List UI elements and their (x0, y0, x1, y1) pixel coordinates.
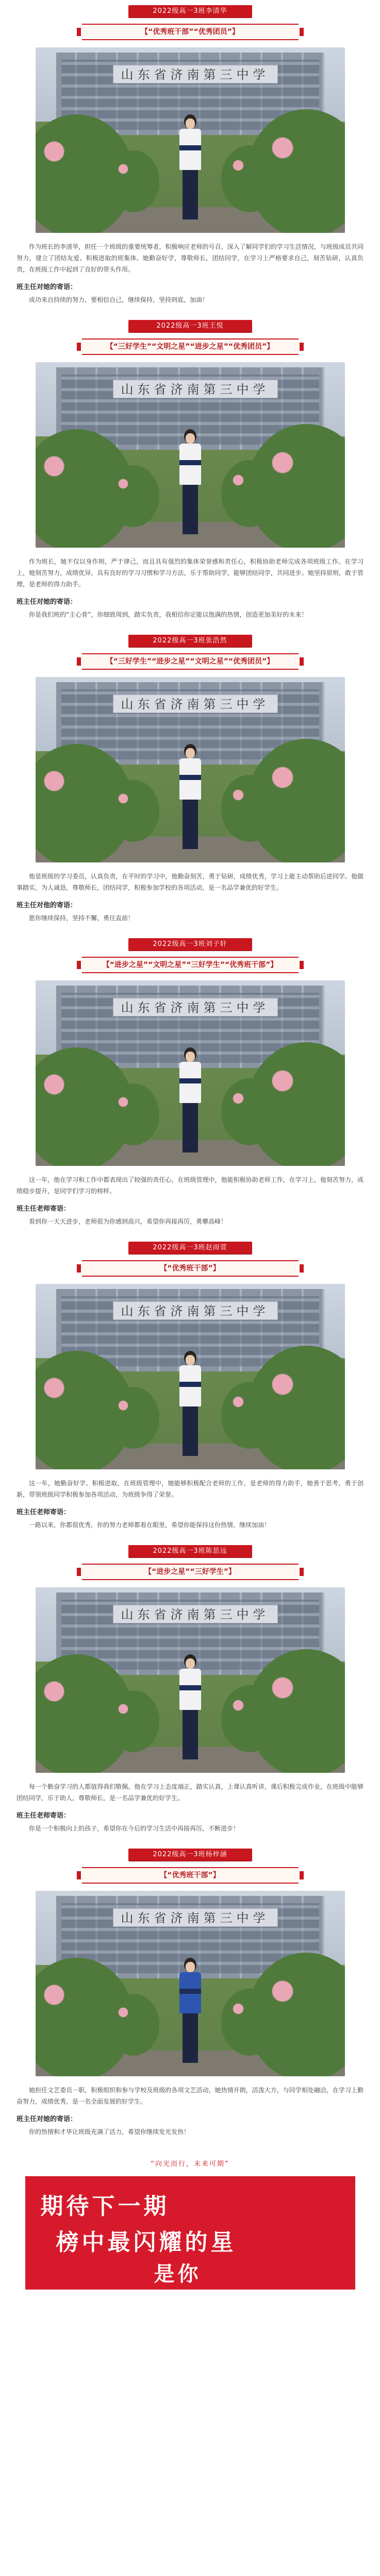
teacher-comment-title: 班主任对她的寄语： (16, 2115, 77, 2123)
flower-bush (221, 1989, 278, 2056)
student-description: 作为班长，她不仅以身作则，严于律己，而且具有强烈的集体荣誉感和责任心，积极协助老师完成各项班级工作。在学习上，她刻苦努力，成绩优异，具有良好的学习习惯和学习方法，乐于帮助同学，能够团结同学，共同进步。她坚持原则，敢于管理，是老师的得力助手。 (16, 558, 364, 588)
student-section (14, 938, 366, 1227)
student-description: 作为班长的李清华，担任一个班级的重要统筹者，积极响应老师的号召，深入了解同学们的学习生活情况，与班级成员共同努力，建立了团结友爱、积极进取的班集体。她勤奋好学，尊敬师长，团结同学，在学习上严格要求自己，刻苦钻研，认真负责，在班级工作中起到了良好的带头作用。 (16, 243, 364, 273)
student-photo (36, 980, 345, 1166)
footer-tagline: “向光而行，未来可期” (151, 2160, 229, 2168)
student-section (14, 635, 366, 924)
student-photo (36, 362, 345, 548)
teacher-comment-title: 班主任老师寄语： (16, 1509, 71, 1516)
footer-banner (25, 2176, 355, 2290)
school-sign: 山东省济南第三中学 (113, 998, 278, 1016)
award-title: 【“三好学生”“进步之星”“文明之星”“优秀团员”】 (82, 653, 299, 670)
student-section (14, 1242, 366, 1531)
school-sign: 山东省济南第三中学 (113, 1605, 278, 1623)
flower-bush (221, 460, 278, 527)
award-title: 【“优秀班干部”】 (82, 1867, 299, 1884)
school-sign: 山东省济南第三中学 (113, 1301, 278, 1320)
flower-bush (108, 1083, 159, 1145)
student-figure (177, 1958, 203, 2066)
class-tag: 2022级高一3班李清华 (128, 5, 252, 18)
teacher-comment: 你的热情和才华让班级充满了活力，希望你继续发光发热！ (29, 2128, 190, 2136)
student-section (14, 1849, 366, 2138)
student-photo (36, 1891, 345, 2076)
student-figure (177, 1654, 203, 1762)
teacher-comment: 愿你继续保持，坚持不懈，勇往直前！ (29, 914, 135, 922)
teacher-comment: 看到你一天天进步，老师很为你感到高兴，希望你再接再厉，勇攀高峰！ (29, 1218, 227, 1225)
flower-bush (108, 465, 159, 527)
flower-bush (108, 1994, 159, 2056)
flower-bush (221, 1382, 278, 1449)
student-figure (177, 429, 203, 537)
footer-banner-line-3: 是你 (154, 2262, 202, 2286)
class-tag: 2022级高一3班杨梓涵 (128, 1849, 252, 1861)
class-tag: 2022级高一3班赵雨萱 (128, 1242, 252, 1254)
school-sign: 山东省济南第三中学 (113, 65, 278, 83)
teacher-comment-title: 班主任对她的寄语： (16, 283, 77, 291)
class-tag: 2022级高一3班王悦 (128, 320, 252, 332)
teacher-comment: 你是一个积极向上的孩子，希望你在今后的学习生活中再接再厉，不断进步！ (29, 1825, 240, 1832)
flower-bush (221, 1685, 278, 1752)
school-sign: 山东省济南第三中学 (113, 1908, 278, 1927)
student-section (14, 5, 366, 306)
student-description: 她担任文艺委员一职，积极组织和参与学校及班级的各项文艺活动，她热情开朗，活泼大方，与同学相处融洽，在学习上勤奋努力，成绩优秀，是一名全面发展的好学生。 (16, 2087, 364, 2105)
footer-banner-line-1: 期待下一期 (40, 2193, 170, 2219)
award-title: 【“优秀班干部”“优秀团员”】 (82, 24, 299, 40)
student-figure (177, 1351, 203, 1459)
teacher-comment: 一路以来，你都很优秀，你的努力老师都看在眼里，希望你能保持这份热情，继续加油！ (29, 1521, 271, 1529)
class-tag: 2022级高一3班张浩然 (128, 635, 252, 647)
student-photo (36, 1587, 345, 1773)
student-figure (177, 1047, 203, 1156)
student-description: 这一年，他在学习和工作中都表现出了较强的责任心，在班级管理中，他能积极协助老师工作，在学习上，他刻苦努力，成绩稳步提升，是同学们学习的榜样。 (16, 1176, 364, 1195)
student-section (14, 320, 366, 620)
footer-banner-line-2: 榜中最闪耀的星 (56, 2229, 237, 2256)
school-sign: 山东省济南第三中学 (113, 380, 278, 398)
teacher-comment: 成功来自持续的努力，要相信自己，继续保持，坚持到底，加油！ (29, 296, 209, 303)
student-photo (36, 677, 345, 862)
teacher-comment-title: 班主任老师寄语： (16, 1205, 71, 1213)
student-description: 他是班级的学习委员，认真负责，在平时的学习中，他勤奋刻苦，勇于钻研，成绩优秀，学习上能主动帮助后进同学。他做事踏实，为人诚恳，尊敬师长，团结同学，积极参加学校的各项活动，是一名品学兼优的好学生。 (16, 873, 364, 891)
award-title: 【“优秀班干部”】 (82, 1260, 299, 1277)
class-tag: 2022级高一3班刘子轩 (128, 938, 252, 951)
school-sign: 山东省济南第三中学 (113, 694, 278, 713)
award-title: 【“进步之星”“三好学生”】 (82, 1564, 299, 1580)
flower-bush (221, 775, 278, 842)
student-figure (177, 114, 203, 223)
student-description: 这一年，她勤奋好学、积极进取，在班级管理中，她能够积极配合老师的工作，是老师的得力助手，她善于思考，勇于创新，带领班级同学积极参加各项活动，为班级争得了荣誉。 (16, 1480, 364, 1498)
student-description: 每一个勤奋学习的人都值得我们敬佩。他在学习上态度端正，踏实认真，上课认真听讲，课后积极完成作业，在班级中能够团结同学，乐于助人，尊敬师长，是一名品学兼优的好学生。 (16, 1783, 364, 1802)
flower-bush (108, 150, 159, 212)
student-photo (36, 47, 345, 233)
award-title: 【“三好学生”“文明之星”“进步之星”“优秀团员”】 (82, 338, 299, 355)
teacher-comment-title: 班主任老师寄语： (16, 1812, 71, 1820)
flower-bush (108, 780, 159, 842)
flower-bush (221, 1078, 278, 1145)
flower-bush (108, 1690, 159, 1752)
award-title: 【“进步之星”“文明之星”“三好学生”“优秀班干部”】 (82, 957, 299, 973)
class-tag: 2022级高一3班陈思远 (128, 1545, 252, 1557)
flower-bush (221, 145, 278, 212)
teacher-comment-title: 班主任对她的寄语： (16, 598, 77, 606)
flower-bush (108, 1387, 159, 1449)
student-figure (177, 744, 203, 852)
teacher-comment: 你是我们班的“主心骨”，你细致周到，踏实负责，我相信你定能以饱满的热情，创造更加美好的未来！ (29, 611, 308, 618)
student-section (14, 1545, 366, 1834)
student-photo (36, 1284, 345, 1469)
teacher-comment-title: 班主任对他的寄语： (16, 902, 77, 909)
